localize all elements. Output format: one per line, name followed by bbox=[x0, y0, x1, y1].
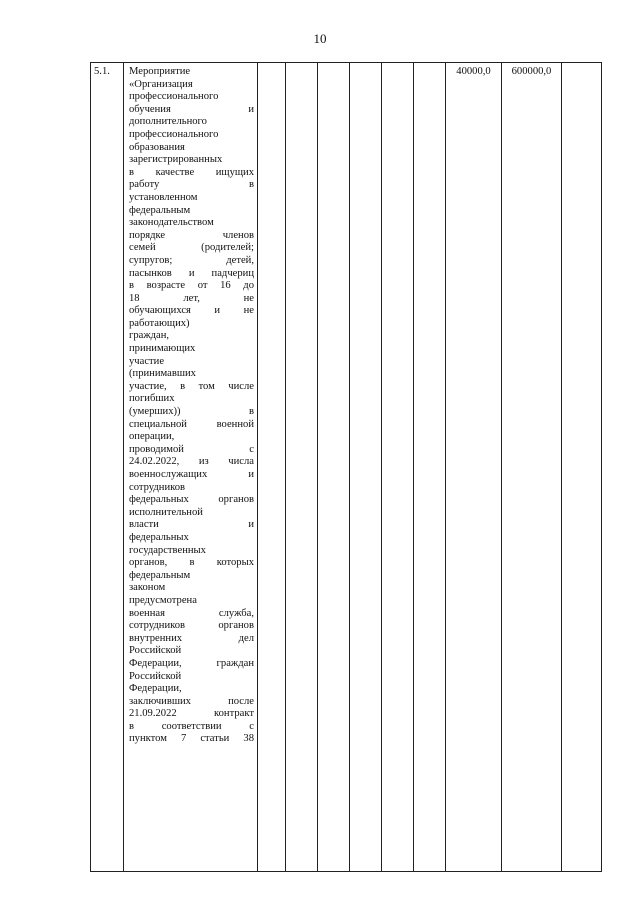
description-line: 18 лет, не bbox=[129, 292, 254, 304]
description-line: принимающих bbox=[129, 343, 196, 355]
description-line: семей (родителей; bbox=[129, 242, 254, 254]
description-line: федеральных органов bbox=[129, 494, 254, 506]
description-line: Российской bbox=[129, 645, 182, 657]
empty-cell bbox=[562, 63, 602, 872]
empty-cell bbox=[258, 63, 286, 872]
description-line: 24.02.2022, из числа bbox=[129, 456, 254, 468]
description-line: установленном bbox=[129, 191, 198, 203]
description-line: супругов; детей, bbox=[129, 254, 254, 266]
page-number: 10 bbox=[313, 31, 327, 46]
description-line: специальной военной bbox=[129, 418, 254, 430]
description-line: законом bbox=[129, 582, 166, 594]
table-row bbox=[91, 63, 602, 872]
description-line: законодательством bbox=[129, 217, 214, 229]
description-line: исполнительной bbox=[129, 506, 203, 518]
description-line: «Организация bbox=[129, 78, 193, 90]
description-line: (умерших)) в bbox=[129, 406, 254, 418]
description-line: дополнительного bbox=[129, 116, 207, 128]
description-line: участие, в том числе bbox=[129, 380, 254, 392]
activities-table bbox=[90, 62, 602, 872]
description-line: порядке членов bbox=[129, 229, 254, 241]
empty-cell bbox=[350, 63, 382, 872]
empty-cell bbox=[382, 63, 414, 872]
description-line: образования bbox=[129, 141, 185, 153]
description-line: пунктом 7 статьи 38 bbox=[129, 733, 254, 745]
description-line: федеральных bbox=[129, 531, 189, 543]
description-line: операции, bbox=[129, 431, 175, 443]
description-line: в возрасте от 16 до bbox=[129, 280, 254, 292]
value-cell-1: 40000,0 bbox=[446, 63, 502, 872]
description-line: федеральным bbox=[129, 569, 191, 581]
empty-cell bbox=[414, 63, 446, 872]
description-line: проводимой с bbox=[129, 443, 254, 455]
description-line: работу в bbox=[129, 179, 254, 191]
description-line: профессионального bbox=[129, 91, 219, 103]
description-line: участие bbox=[129, 355, 165, 367]
description-line: Федерации, граждан bbox=[129, 657, 254, 669]
description-line: профессионального bbox=[129, 128, 219, 140]
description-line: граждан, bbox=[129, 330, 170, 342]
description-line: внутренних дел bbox=[129, 632, 254, 644]
description-line: зарегистрированных bbox=[129, 154, 223, 166]
description-line: работающих) bbox=[129, 317, 190, 329]
description-line: обучения и bbox=[129, 103, 254, 115]
description-line: Мероприятие bbox=[129, 66, 191, 77]
description-line: военная служба, bbox=[129, 607, 254, 619]
description-line: сотрудников органов bbox=[129, 620, 254, 632]
description-line: 21.09.2022 контракт bbox=[129, 708, 254, 720]
empty-cell bbox=[318, 63, 350, 872]
description-line: заключивших после bbox=[129, 695, 254, 707]
description-line: федеральным bbox=[129, 204, 191, 216]
description-line: органов, в которых bbox=[129, 557, 254, 569]
description-line: государственных bbox=[129, 544, 206, 556]
description-line: погибших bbox=[129, 393, 175, 405]
description-line: пасынков и падчериц bbox=[129, 267, 254, 279]
row-number-cell: 5.1. bbox=[91, 63, 124, 872]
description-cell bbox=[124, 63, 258, 872]
value-cell-2: 600000,0 bbox=[502, 63, 562, 872]
empty-cell bbox=[286, 63, 318, 872]
description-line: Российской bbox=[129, 670, 182, 682]
description-line: обучающихся и не bbox=[129, 305, 254, 317]
description-line: предусмотрена bbox=[129, 594, 197, 606]
description-line: в соответствии с bbox=[129, 720, 254, 732]
description-line: Федерации, bbox=[129, 683, 182, 695]
description-line: (принимавших bbox=[129, 368, 196, 380]
description-line: военнослужащих и bbox=[129, 469, 254, 480]
description-line: сотрудников bbox=[129, 481, 186, 493]
description-line: власти и bbox=[129, 519, 254, 531]
description-line: в качестве ищущих bbox=[129, 166, 254, 178]
